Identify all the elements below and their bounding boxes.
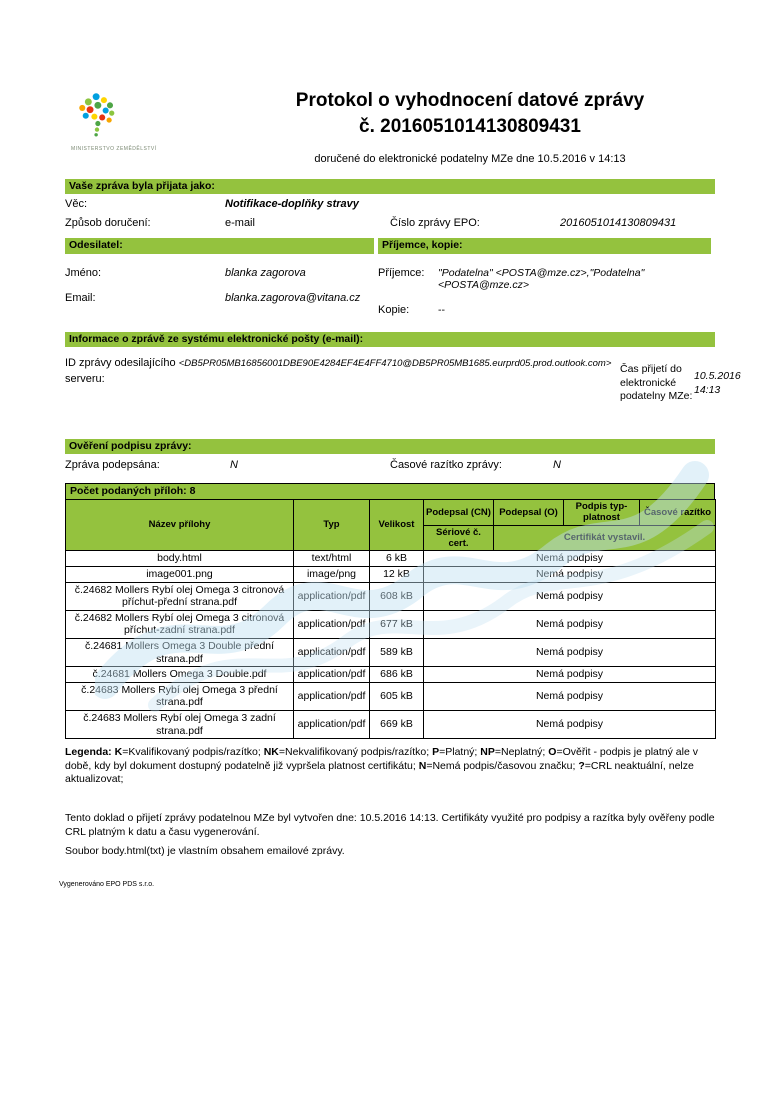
document-title-line1: Protokol o vyhodnocení datové zprávy — [295, 90, 645, 111]
recipient-label: Příjemce: — [378, 266, 425, 279]
col-header-type: Typ — [294, 499, 370, 551]
attachment-size: 669 kB — [370, 711, 424, 739]
attachments-table-body — [66, 551, 716, 739]
legend-key-k: K — [114, 746, 123, 759]
epo-number-label: Číslo zprávy EPO: — [390, 217, 480, 230]
document-subtitle: doručené do elektronické podatelny MZe dne 10.5.2016 v 14:13 — [314, 153, 626, 166]
legend-text: =Nekvalifikovaný podpis/razítko; — [278, 746, 433, 759]
attachment-type: application/pdf — [294, 711, 370, 739]
sender-recipient-body — [65, 260, 715, 322]
row-recipient — [378, 260, 715, 297]
copy-value: -- — [438, 303, 445, 316]
attachment-signature-status: Nemá podpisy — [424, 551, 716, 567]
recipient-block — [378, 260, 715, 322]
attachment-signature-status: Nemá podpisy — [424, 582, 716, 610]
attachment-size: 6 kB — [370, 551, 424, 567]
sender-name-label: Jméno: — [65, 266, 102, 279]
col-header-timestamp: Časové razítko — [640, 499, 716, 525]
legend-text: =Neplatný; — [494, 746, 549, 759]
attachments-table — [65, 499, 716, 739]
legend-key-question: ? — [578, 759, 585, 772]
section-bar-sender: Odesilatel: — [65, 238, 374, 253]
timestamp-value: N — [553, 458, 561, 471]
attachment-row — [66, 582, 716, 610]
legend-key-o: O — [548, 746, 557, 759]
col-header-size: Velikost — [370, 499, 424, 551]
attachment-signature-status: Nemá podpisy — [424, 610, 716, 638]
message-id-value: <DB5PR05MB16856001DBE90E4284EF4E4FF4710@DB5PR05MB1685.eurprd05.prod.outlook.com> — [178, 357, 612, 369]
attachment-name: č.24682 Mollers Rybí olej Omega 3 citronová příchut-zadní strana.pdf — [66, 610, 294, 638]
signed-label: Zpráva podepsána: — [65, 458, 160, 471]
sender-email-value: blanka.zagorova@vitana.cz — [225, 291, 361, 304]
attachment-row — [66, 667, 716, 683]
attachment-row — [66, 682, 716, 710]
ministry-tree-logo-icon — [71, 88, 123, 140]
received-time-value: 10.5.2016 14:13 — [694, 370, 741, 396]
attachment-signature-status: Nemá podpisy — [424, 639, 716, 667]
legend-text: =Platný; — [439, 746, 481, 759]
document-title — [225, 88, 715, 139]
attachment-type: application/pdf — [294, 582, 370, 610]
legend-text: =Ověřit - podpis je platný ale v době, kdy byl dokument dostupný podatelně již vypršela platnost certifikátu; — [65, 746, 698, 772]
attachment-size: 677 kB — [370, 610, 424, 638]
sender-email-label: Email: — [65, 291, 96, 304]
attachment-type: image/png — [294, 567, 370, 583]
attachment-type: application/pdf — [294, 610, 370, 638]
epo-number-value: 2016051014130809431 — [560, 217, 677, 230]
attachment-row — [66, 711, 716, 739]
attachment-name: image001.png — [66, 567, 294, 583]
attachment-signature-status: Nemá podpisy — [424, 567, 716, 583]
attachment-name: č.24681 Mollers Omega 3 Double přední strana.pdf — [66, 639, 294, 667]
attachment-name: č.24683 Mollers Rybí olej Omega 3 přední strana.pdf — [66, 682, 294, 710]
timestamp-label: Časové razítko zprávy: — [390, 458, 502, 471]
attachment-size: 608 kB — [370, 582, 424, 610]
legend-text: =Kvalifikovaný podpis/razítko; — [122, 746, 264, 759]
legend-key-p: P — [432, 746, 440, 759]
row-vec — [65, 194, 715, 213]
row-sender-name — [65, 260, 378, 285]
sender-block — [65, 260, 378, 322]
attachment-name: č.24681 Mollers Omega 3 Double.pdf — [66, 667, 294, 683]
section-bar-recipient: Příjemce, kopie: — [378, 238, 711, 253]
attachments-count-bar: Počet podaných příloh: 8 — [65, 483, 715, 499]
attachment-type: application/pdf — [294, 682, 370, 710]
section-bar-email-info: Informace o zprávě ze systému elektronické pošty (e-mail): — [65, 332, 715, 347]
legend-text: =CRL neaktuální, nelze aktualizovat; — [65, 759, 694, 786]
col-header-serial-cert: Sériové č. cert. — [424, 525, 494, 551]
ministry-logo — [65, 88, 225, 152]
copy-label: Kopie: — [378, 303, 410, 316]
legend-key-np: NP — [480, 746, 495, 759]
signed-value: N — [230, 458, 238, 471]
col-header-signature-validity: Podpis typ-platnost — [564, 499, 640, 525]
delivery-value: e-mail — [225, 217, 255, 230]
attachment-signature-status: Nemá podpisy — [424, 711, 716, 739]
attachments-table-header — [66, 499, 716, 551]
section-bar-signature: Ověření podpisu zprávy: — [65, 439, 715, 454]
legend-text: =Nemá podpis/časovou značku; — [426, 759, 579, 772]
row-signature — [65, 454, 715, 475]
attachment-size: 12 kB — [370, 567, 424, 583]
footer-body-note: Soubor body.html(txt) je vlastním obsahem emailové zprávy. — [65, 845, 345, 858]
attachment-row — [66, 610, 716, 638]
sender-recipient-bars — [65, 238, 715, 253]
email-info-block — [65, 347, 741, 419]
attachment-size: 589 kB — [370, 639, 424, 667]
recipient-value: "Podatelna" <POSTA@mze.cz>,"Podatelna" <POSTA@mze.cz> — [438, 266, 645, 291]
message-id-label-tail: serveru: — [65, 373, 105, 386]
col-header-signed-cn: Podepsal (CN) — [424, 499, 494, 525]
vec-label: Věc: — [65, 198, 88, 211]
attachment-row — [66, 639, 716, 667]
vec-value: Notifikace-doplňky stravy — [225, 198, 359, 211]
attachment-size: 605 kB — [370, 682, 424, 710]
col-header-signed-o: Podepsal (O) — [494, 499, 564, 525]
document-title-line2: č. 2016051014130809431 — [359, 115, 581, 137]
message-id-label-head: ID zprávy odesilajícího — [65, 356, 179, 369]
footer-created-note: Tento doklad o přijetí zprávy podatelnou MZe byl vytvořen dne: 10.5.2016 14:13. Certifikáty využité pro podpisy a razítka byly ověřeny podle CRL platným k datu a času vygenerování. — [65, 812, 715, 839]
delivery-label: Způsob doručení: — [65, 217, 151, 230]
legend-key-nk: NK — [263, 746, 279, 759]
message-id-block — [65, 355, 620, 413]
attachment-name: body.html — [66, 551, 294, 567]
attachment-type: application/pdf — [294, 667, 370, 683]
attachment-name: č.24683 Mollers Rybí olej Omega 3 zadní strana.pdf — [66, 711, 294, 739]
attachment-type: text/html — [294, 551, 370, 567]
attachment-name: č.24682 Mollers Rybí olej Omega 3 citronová příchut-přední strana.pdf — [66, 582, 294, 610]
col-header-cert-issuer: Certifikát vystavil. — [494, 525, 716, 551]
attachment-signature-status: Nemá podpisy — [424, 667, 716, 683]
section-bar-received: Vaše zpráva byla přijata jako: — [65, 179, 715, 194]
generated-by-note: Vygenerováno EPO PDS s.r.o. — [59, 881, 155, 889]
row-sender-email — [65, 285, 378, 310]
row-delivery — [65, 213, 715, 232]
received-time-label: Čas přijetí do elektronické podatelny MZe: — [620, 363, 693, 403]
sender-name-value: blanka zagorova — [225, 266, 306, 279]
attachment-row — [66, 567, 716, 583]
attachment-row — [66, 551, 716, 567]
col-header-name: Název přílohy — [66, 499, 294, 551]
received-time-block — [620, 355, 756, 413]
legend-key-n: N — [418, 759, 427, 772]
legend — [65, 746, 715, 787]
document-header — [65, 88, 715, 165]
attachment-type: application/pdf — [294, 639, 370, 667]
title-box — [225, 88, 715, 165]
attachment-signature-status: Nemá podpisy — [424, 682, 716, 710]
ministry-logo-text: MINISTERSTVO ZEMĚDĚLSTVÍ — [71, 146, 157, 152]
row-copy — [378, 297, 715, 322]
legend-title: Legenda: — [65, 746, 115, 759]
attachment-size: 686 kB — [370, 667, 424, 683]
